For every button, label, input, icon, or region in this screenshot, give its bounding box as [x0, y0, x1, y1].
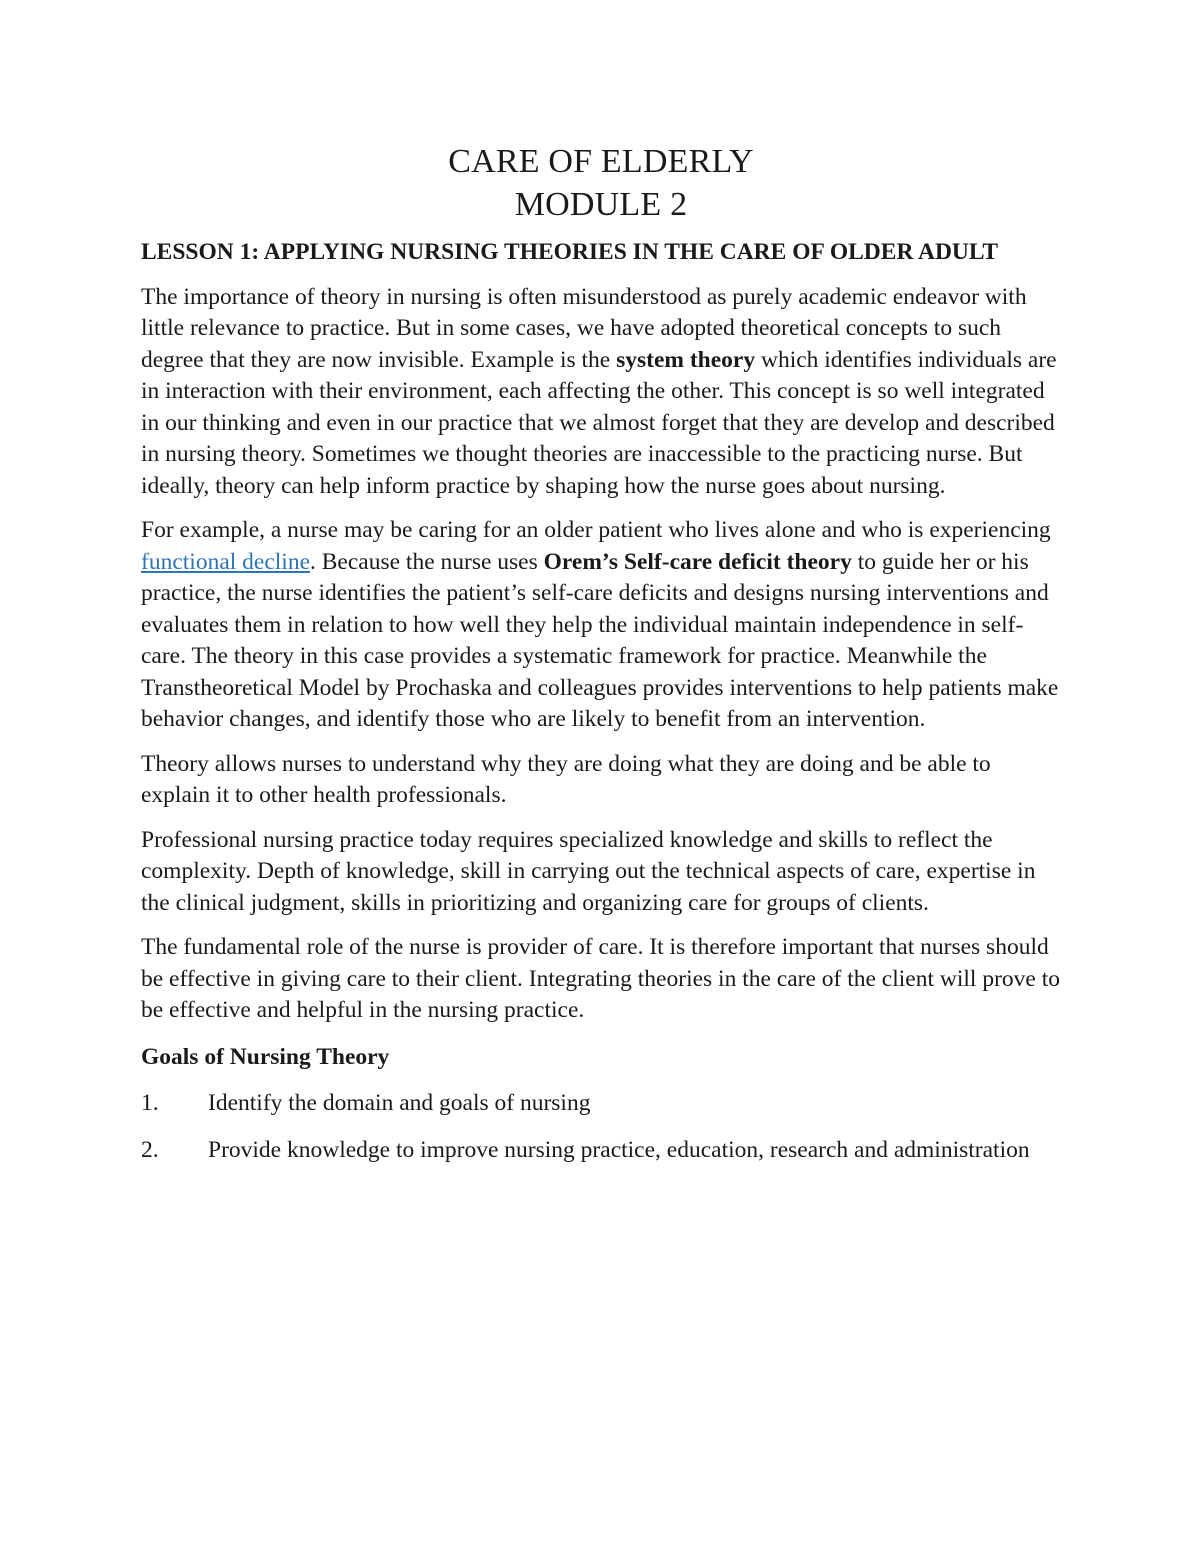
- title-line-1: CARE OF ELDERLY: [448, 143, 754, 180]
- list-item: [141, 1135, 1061, 1167]
- list-item-number: 1.: [141, 1090, 159, 1116]
- paragraph-text: to guide her or his practice, the nurse identifies the patient’s self-care deficits and designs nursing interventions and evaluates them in relation to how well they help the individual maintain independence in self-care. The theory in this case provides a systematic framework for practice. Meanwhile the Transtheoretical Model by Prochaska and colleagues provides interventions to help patients make behavior changes, and identify those who are likely to benefit from an intervention.: [141, 548, 1059, 732]
- paragraph-orem-example: [141, 515, 1061, 736]
- paragraph-text: For example, a nurse may be caring for an older patient who lives alone and who is experiencing: [141, 517, 1051, 543]
- list-item: [141, 1088, 1061, 1120]
- list-item-number: 2.: [141, 1136, 159, 1163]
- paragraph-text: . Because the nurse uses: [310, 548, 544, 575]
- list-item-text: Provide knowledge to improve nursing practice, education, research and administration: [208, 1136, 1030, 1163]
- paragraph-text: The importance of theory in nursing is often misunderstood as purely academic endeavor with little relevance to practice. But in some cases, we have adopted theoretical concepts to such degree that they are now invisible. Example is the: [141, 283, 1027, 373]
- lesson-heading: LESSON 1: APPLYING NURSING THEORIES IN THE CARE OF OLDER ADULT: [141, 239, 999, 265]
- bold-term-orem-theory: Orem’s Self-care deficit theory: [543, 548, 852, 575]
- list-item-text: Identify the domain and goals of nursing: [208, 1090, 591, 1116]
- document-title: [141, 140, 1061, 226]
- paragraph-theory-importance: [141, 282, 1061, 503]
- paragraph-professional-practice: Professional nursing practice today requires specialized knowledge and skills to reflect the complexity. Depth of knowledge, skill in carrying out the technical aspects of care, expertise in the clinical judgment, skills in prioritizing and organizing care for groups of clients.: [141, 826, 1036, 916]
- paragraph-theory-understanding: Theory allows nurses to understand why they are doing what they are doing and be able to explain it to other health professionals.: [141, 750, 991, 808]
- functional-decline-link[interactable]: functional decline: [141, 548, 310, 575]
- paragraph-text: which identifies individuals are in interaction with their environment, each affecting the other. This concept is so well integrated in our thinking and even in our practice that we almost forget that they are develop and described in nursing theory. Sometimes we thought theories are inaccessible to the practicing nurse. But ideally, theory can help inform practice by shaping how the nurse goes about nursing.: [141, 346, 1057, 499]
- paragraph-nurse-role: The fundamental role of the nurse is provider of care. It is therefore important that nurses should be effective in giving care to their client. Integrating theories in the care of the client will prove to be effective and helpful in the nursing practice.: [141, 934, 1060, 1023]
- goals-heading: Goals of Nursing Theory: [141, 1043, 390, 1070]
- document-page: [141, 140, 1061, 1166]
- title-line-2: MODULE 2: [514, 186, 688, 223]
- bold-term-system-theory: system theory: [616, 346, 756, 373]
